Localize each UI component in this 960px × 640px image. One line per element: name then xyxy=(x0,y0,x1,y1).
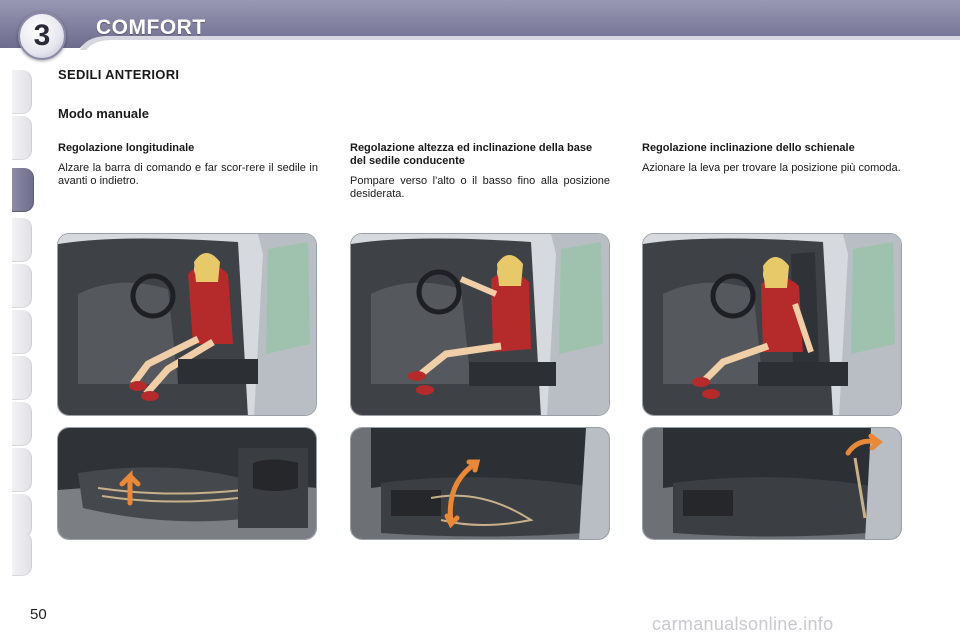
column-height-tilt xyxy=(350,142,610,201)
side-tab-4[interactable] xyxy=(12,218,32,262)
column-text: Pompare verso l'alto o il basso fino alla posizione desiderata. xyxy=(350,175,610,200)
side-tab-2[interactable] xyxy=(12,116,32,160)
side-tab-11[interactable] xyxy=(12,532,32,576)
side-tab-7[interactable] xyxy=(12,356,32,400)
illustration-driver-longitudinal xyxy=(57,233,317,416)
watermark-text: carmanualsonline.info xyxy=(652,614,834,634)
illustration-driver-height xyxy=(350,233,610,416)
column-heading: Regolazione altezza ed inclinazione della base del sedile conducente xyxy=(350,142,593,167)
subsection-title: Modo manuale xyxy=(58,106,150,121)
side-tab-1[interactable] xyxy=(12,70,32,114)
column-heading: Regolazione longitudinale xyxy=(58,142,195,154)
chapter-number-badge: 3 xyxy=(18,12,66,60)
column-longitudinal xyxy=(58,142,318,188)
illustration-backrest-lever xyxy=(642,427,902,540)
page-number: 50 xyxy=(30,606,47,623)
chapter-side-tabs xyxy=(12,70,34,575)
section-title: SEDILI ANTERIORI xyxy=(58,67,180,82)
column-backrest xyxy=(642,142,902,175)
column-heading: Regolazione inclinazione dello schienale xyxy=(642,142,855,154)
column-text: Alzare la barra di comando e far scor-rere il sedile in avanti o indietro. xyxy=(58,162,318,187)
chapter-title: COMFORT xyxy=(96,16,206,39)
side-tab-3-active[interactable] xyxy=(12,168,34,212)
side-tab-5[interactable] xyxy=(12,264,32,308)
side-tab-9[interactable] xyxy=(12,448,32,492)
illustration-longitudinal-bar xyxy=(57,427,317,540)
column-text: Azionare la leva per trovare la posizione più comoda. xyxy=(642,162,901,174)
side-tab-8[interactable] xyxy=(12,402,32,446)
illustration-height-pump xyxy=(350,427,610,540)
side-tab-6[interactable] xyxy=(12,310,32,354)
chapter-header xyxy=(0,0,960,50)
illustration-driver-backrest xyxy=(642,233,902,416)
